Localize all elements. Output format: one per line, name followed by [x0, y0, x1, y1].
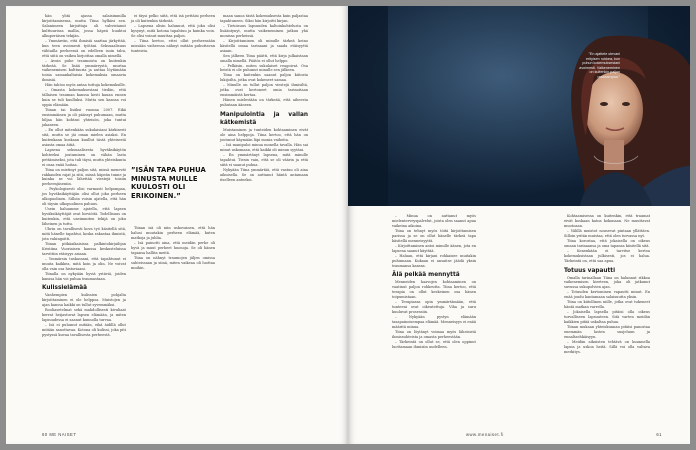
body-paragraph: Tiina on mietinyt paljon sitä, missä menevät rakkauden rajat ja sitä, missä häpeän tunne ja kuinka se voi lähettää viestejä toisiin perheenjäseniin.: [42, 167, 126, 187]
body-paragraph: Kohtaamisessa on kuitenkin, että traumat eivät koskaan katoa kokonaan. Ne muuttavat muotoaan.: [564, 214, 650, 228]
body-paragraph: – Totuuden kertominen vapautti minut. En enää joudu kantamaan salaisuutta yksin.: [564, 290, 650, 300]
body-paragraph: maan sanoa tästä kokemuksesta kuin paljastaa tapahtuneen. Siksi hän kirjoitti kirjan.: [220, 14, 308, 23]
page-footer-right: 61: [656, 432, 662, 437]
body-paragraph: Lapsena seksuaalisesta hyväksikäytön kohteeksi joutuminen on vähän lasta pettämiseksi, jota tuli täysi, mutta yhteiskunta ei osaa enää hoitaa.: [42, 147, 126, 167]
body-paragraph: – Kirjoittaminen oli minulle tärkeä keino käsitellä omaa tarinaani ja saada etäisyyttä asiaan.: [220, 38, 308, 53]
body-paragraph: Tiina on kiitollinen niille, jotka ovat tukeneet häntä matkan varrella.: [564, 300, 650, 310]
body-paragraph: Tiina korostaa, että jokaisella on oikeus omaan tarinaansa ja oma tapansa käsitellä sitä.: [564, 238, 650, 248]
photo-caption: ”En ajattele olevani erityisen rohkea, kun puhun kokemuksestani avoimesti. Vaikeneminen on kuitenkin paljon raskaampaa.”: [579, 52, 620, 79]
body-paragraph: – Avoin puhe traumoista on kuitenkin tärkeää. Se lisää ymmärrystä, murtaa vaikenemisen kulttuuria ja auttaa löytämään toisia samankaltaisia kokemuksia omaavia ihmisiä.: [42, 58, 126, 83]
page-footer-left: 60 ME NAISET: [42, 432, 77, 437]
body-paragraph: hän yhtä ajassa salaisimmilla kirjoittamisessa, mutta Tiina hylkäsi sen. Salanimeen kirjoittaja oli vahvistanut kulttuurissa mallia, jossa häpeä huuhtoi alkuperäisen tekijän.: [42, 14, 126, 38]
subhead-manipulointia: Manipulointia ja vallan kätkemistä: [220, 112, 308, 127]
body-paragraph: Nykyään Tiina ymmärtää, että vastuu oli aina aikuisella. Se on auttanut häntä antamaan itselleen anteeksi.: [220, 167, 308, 182]
body-paragraph: Muistaminen ja tunteiden kohtaaminen eivät ole aina helppoja. Tiina kertoo, että hän on joutunut käymään läpi monia vaiheita.: [220, 128, 308, 143]
left-column-2-bottom: [131, 226, 215, 271]
body-paragraph: – Välillä muistot nousevat pintaan yllättäen. Silloin yritän muistaa, että olen turvassa nyt.: [564, 228, 650, 238]
body-paragraph: – Ymmärrän, että ihmisiä saattaa järkyttää, kun teen avoimesti työtäni. Seksuaalisuus vähtailla perheessä on edelleen isoin tabu, että siitä on vaikea kirjoittaa omalla nimellä.: [42, 38, 126, 58]
body-paragraph: – Psykologisesti olisi varmasti helpompaa, jos hyväksikäyttäjän olisi ollut joku perheen ulkopuolinen. Silloin voisin ajatella, että hän oli täysin ulkopuolinen pahuus.: [42, 187, 126, 207]
body-paragraph: – Terapiassa opin ymmärtämään, että tunteeni ovat oikeutettuja. Viha ja suru kuuluvat prosessiin.: [392, 300, 476, 315]
body-paragraph: Tiinan mukaan yhteiskunnan pitäisi panostaa enemmän lasten suojeluun ja ennaltaehkäisyyn.: [564, 325, 650, 339]
body-paragraph: – Haluan, että kirjani rohkaisee muitakin puhumaan. Kukaan ei ansaitse jäädä yksin traumansa kanssa.: [392, 253, 476, 268]
body-paragraph: Tiina on nähnyt traumojen jäljen omissa suhteissaan ja siinä, miten vaikeaa oli luottaa muihin.: [131, 255, 215, 270]
body-paragraph: – Meidän aikuisten tehtävä on kuunnella lapsia ja uskoa heitä. Sillä voi olla valtava merkitys.: [564, 339, 650, 354]
body-paragraph: Tiinan isä oli niin uskovainen, että hän halusi muutakin perheen elämää, kuten matkoja ja juhlia.: [131, 226, 215, 240]
body-paragraph: – Kenenkään ei tarvitse kertoa kokemuksistaan julkisesti, jos ei halua. Tärkeintä on, että saa apua.: [564, 248, 650, 263]
body-paragraph: – Minua on auttanut myös mielenterveyspalvelut, joista olen saanut apua vaikeina aikoina.: [392, 214, 476, 228]
portrait-photo: [348, 6, 690, 206]
body-paragraph: Rooliasetelmat sekä mahdollisesti kivuliaat kerrat heijastuvat lapsen elämään, ja miten lapsuudessa ei saanut kunnolla turvaa.: [42, 308, 126, 323]
body-paragraph: Sen jälkeen Tiina päätti, että kirja julkaistaan omalla nimellä. Päätös ei ollut helppo.: [220, 53, 308, 63]
body-paragraph: – Tärkeintä on ollut se, että olen oppinut luottamaan ihmisiin uudelleen.: [392, 339, 476, 349]
pull-quote: ”ISÄN TAPA PUHUA MINUSTA MUILLE KUULOSTI OLI ERIKOINEN.”: [131, 166, 206, 200]
right-column-1: [392, 214, 476, 350]
body-paragraph: Uhrin on tavallisesti kova työ käsitellä sitä, mitä hänelle tapahtui, koska rakastaa ihmistä, jota vahingoitti.: [42, 226, 126, 241]
body-paragraph: Usein haluamme ajatella, että lapsen hyväksikäyttäjät ovat hirviöitä. Todellisuus on kuitenkin, että useimmiten tekijä on joku läheinen ja tuttu.: [42, 207, 126, 227]
right-column-2: [564, 214, 650, 355]
body-paragraph: Tiinan pitkäaikaisissa palkintokirjailijan Kristiina Vuoriaisen kanssa keskusteluissa tarvittiin etäisyys asiaan.: [42, 241, 126, 256]
body-paragraph: – Nykyään pystyn elämään tasapainoisempaa elämää. Menneisyys ei enää määritä minua.: [392, 315, 476, 330]
body-paragraph: Omalla tarinallaan Tiina on halunnut rikkoa vaikenemisen kierteen, joka oli jatkunut suvussa sukupolvien ajan.: [564, 275, 650, 290]
body-paragraph: Tiinalla on nykyään hyviä ystäviä, joiden kanssa hän voi puhua traumastaan.: [42, 271, 126, 281]
body-paragraph: – Isä manipuloi minua monella tavalla. Hän sai minut uskomaan, että kaikki oli minun syytäni.: [220, 142, 308, 152]
body-paragraph: – Tiina kertoo, ettei ollut perheessään missään vaiheessa nähnyt mitään puhuttavan tunteista.: [131, 38, 215, 53]
body-paragraph: – Tietoisuus lapsuuden kaltoinkohtelusta on lisääntynyt, mutta vaikeneminen jatkuu yhä monissa perheissä.: [220, 23, 308, 38]
body-paragraph: – Isä painotti aina, että meidän perhe oli hyvä ja muut perheet huonoja. Se oli hänen tapansa hallita meitä.: [131, 240, 215, 255]
body-paragraph: Tiina on kuitenkin saanut paljon kiitosta lukijoilta, jotka ovat kokeneet samaa.: [220, 73, 308, 83]
body-paragraph: – Kirjoittaminen antoi minulle äänen, jota en lapsena saanut käyttää.: [392, 243, 476, 253]
left-column-2-top: [131, 14, 215, 54]
right-page: [348, 6, 690, 444]
page-footer-center: www.menaiset.fi: [466, 432, 504, 437]
body-paragraph: – Minulle on tullut paljon viestejä ihmisiltä, jotka ovat kertoneet omia tarinoitaan ensimmäistä kertaa.: [220, 83, 308, 98]
body-paragraph: Tiina on tehnyt myös töitä kirjoittamisen parissa ja se on ollut hänelle tärkeä tapa käsitellä menneisyyttä.: [392, 228, 476, 243]
body-paragraph: – Ymmärsin tuskassani, että tapahtunut ei muuta kaikkea, mitä koin ja olin. Ne voivat olla vain osa historiaani.: [42, 256, 126, 271]
body-paragraph: Vanhempien kulissien pohjalta kirjoittaminen ei ole helppoa. Muistojen ja ajan kanssa kaikki on tullut syvemmäksi.: [42, 293, 126, 308]
body-paragraph: Menneiden haavojen kohtaaminen on vaatinut paljon rohkeutta. Tiina kertoo, että terapia on ollut keskeinen osa hänen toipumistaan.: [392, 280, 476, 300]
subhead-ala-pelkaa: Älä pelkää mennyttä: [392, 272, 460, 279]
body-paragraph: – Jokaisella lapsella pitäisi olla oikeus turvalliseen lapsuuteen. Sitä varten meidän kaikkien pitää uskaltaa puhua.: [564, 310, 650, 325]
body-paragraph: Hänen mielestään on tärkeää, että aiheesta puhutaan ääneen.: [220, 98, 308, 108]
body-paragraph: Hän tahtoo myös antaa tuttuja kokemuksille.: [45, 83, 126, 88]
portrait-illustration: [348, 6, 690, 206]
body-paragraph: – En ymmärtänyt lapsena, mitä minulle tapahtui. Tiesin vain, että se oli väärin ja että siitä ei saanut puhua.: [220, 152, 308, 167]
body-paragraph: – Pelkäsin, miten sukulaiset reagoivat. Osa heistä ei ole puhunut minulle sen jälkeen.: [220, 63, 308, 73]
magazine-spread: [6, 6, 690, 444]
body-paragraph: – Isä ei puhunut mitään, eikä äidillä ollut mitään sanottavaa. Kotona oli kulissi, joka piti pystyssä kuvaa tavallisesta perheestä.: [42, 323, 126, 338]
body-paragraph: – Lapsena olisin halunnut, että joku olisi kysynyt, mitä kotona tapahtuu ja kuinka voin. Se olisi voinut muuttaa paljon.: [131, 23, 215, 38]
body-paragraph: Tiinan tai lisäksi vuonna 2007. Eikä ensimmäinen ja oli päässyt puhumaan, mutta hiljaa hän kohtasi yhteisön, joka tuntui jakaneen.: [42, 108, 126, 127]
body-paragraph: ei täysi pelko siitä, että isä pettäisi perheen ja oli kuitenkin tärkeää.: [131, 14, 215, 23]
left-column-1: [42, 14, 126, 338]
subhead-kulissielamaa: Kulissielämää: [42, 285, 88, 292]
subhead-totuus-vapautti: Totuus vapautti: [564, 267, 616, 274]
body-paragraph: – Omasta kokemuksestani tiedän, että tällaisen trauman kanssa kesti kauan ennen kuin se tuli kuulluksi. Mutta sen kanssa voi oppia elämään.: [42, 88, 126, 108]
body-paragraph: – En ollut mitenkään sukulaisiani kärkisesti sitä, mutta se jäi oman mielen asiaksi. En kuitenkaan koskaan kuullut tästä yhteisestä asiasta omaa äitiä.: [42, 127, 126, 147]
left-column-3: [220, 14, 308, 183]
left-page: [6, 6, 348, 444]
body-paragraph: Tiina on löytänyt voimaa myös läheisistä ihmissuhteista ja omasta perheestään.: [392, 330, 476, 339]
